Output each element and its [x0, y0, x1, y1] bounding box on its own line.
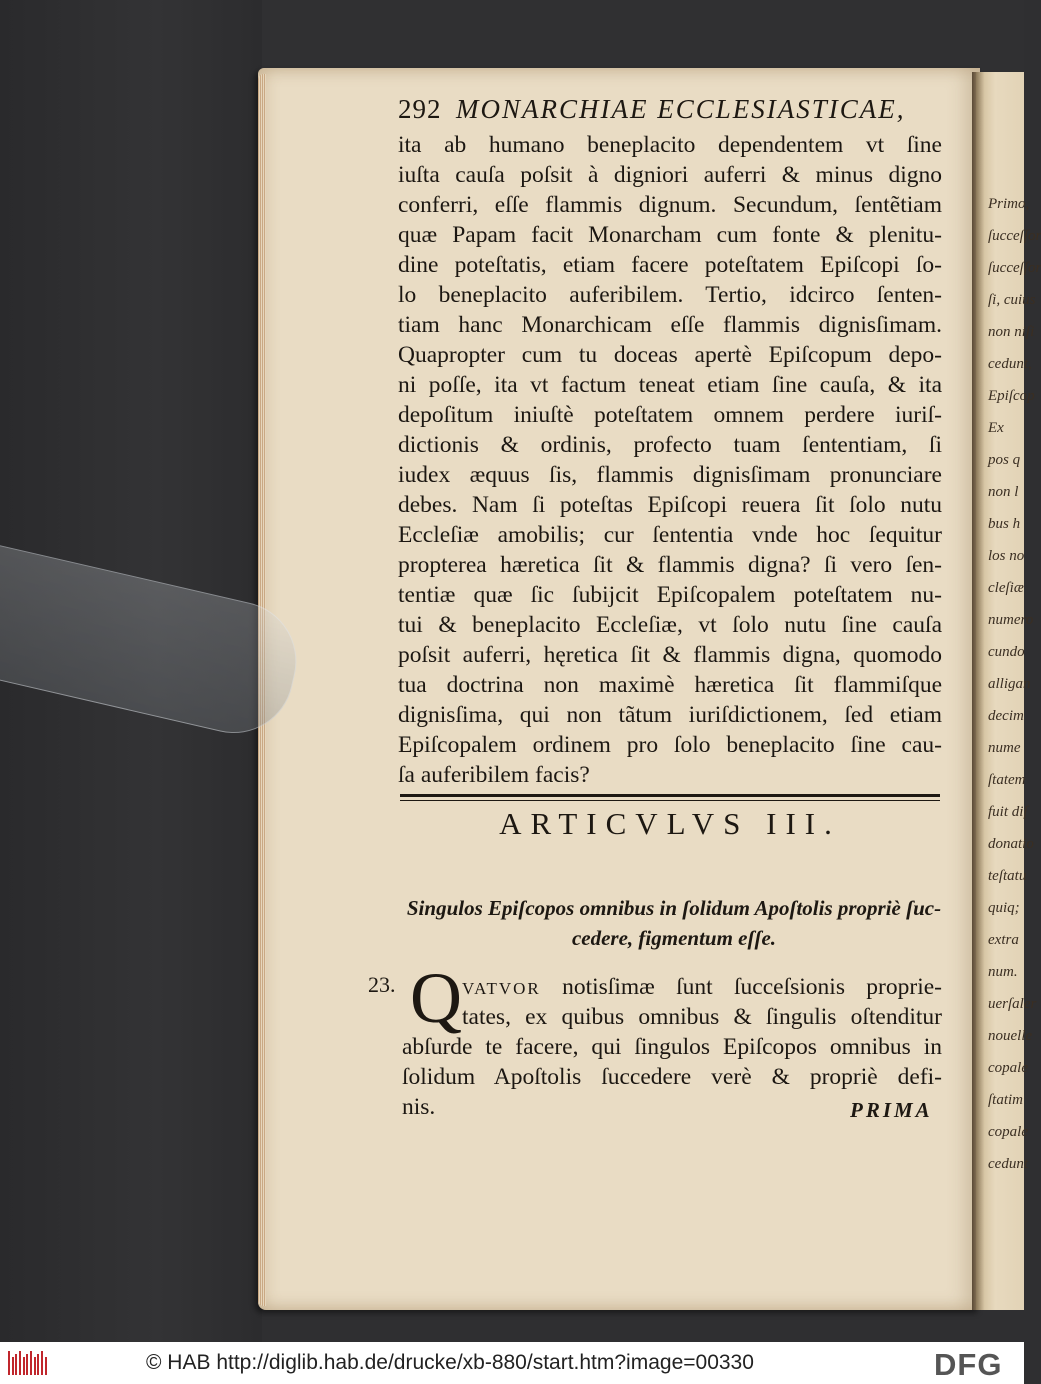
body-line: dine poteſtatis, etiam facere poteſtatem Epiſcopi ſo- — [398, 252, 942, 278]
body-line: conferri, eſſe flammis dignum. Secundum, ſentẽtiam — [398, 192, 942, 218]
body-line: tiam hanc Monarchicam eſſe flammis dignisſimam. — [398, 312, 942, 338]
body-line: lo beneplacito auferibilem. Tertio, idcirco ſenten- — [398, 282, 942, 308]
barcode-stripe — [26, 1354, 28, 1375]
dfg-logo: DFG — [934, 1347, 1003, 1382]
facing-page-line: alligan — [988, 676, 1031, 692]
barcode-stripe — [23, 1357, 25, 1375]
body-text — [398, 130, 942, 790]
facing-page-line: bus h — [988, 516, 1021, 532]
footer-bar — [0, 1342, 1024, 1384]
body-line: Quapropter cum tu doceas apertè Epiſcopum depo- — [398, 342, 942, 368]
body-line: tentiæ quæ ſic ſubijcit Epiſcopalem poteſtatem nu- — [398, 582, 942, 608]
article-subtitle — [402, 893, 946, 953]
facing-page-line: cedunt — [988, 1156, 1028, 1172]
barcode-stripe — [12, 1357, 14, 1375]
body-line: tui & beneplacito Eccleſiæ, vt ſolo nutu ſine cauſa — [398, 612, 942, 638]
paragraph-line — [402, 972, 942, 1002]
facing-page-line: fuit diſ — [988, 804, 1028, 820]
paragraph-line: tates, ex quibus omnibus & ſingulis oſtenditur — [462, 1004, 942, 1030]
barcode-stripe — [41, 1351, 43, 1375]
article-subtitle-line: Singulos Epiſcopos omnibus in ſolidum Apoſtolis propriè ſuc- — [406, 896, 942, 920]
body-line: ita ab humano beneplacito dependentem vt ſine — [398, 132, 942, 158]
paragraph-line: abſurde te facere, qui ſingulos Epiſcopos omnibus in — [402, 1034, 942, 1060]
body-line: iudex æquus ſis, flammis dignisſimam pronunciare — [398, 462, 942, 488]
catchword: PRIMA — [850, 1098, 933, 1122]
facing-page-line: copale — [988, 1124, 1028, 1140]
body-line: propterea hæretica ſit & flammis digna? ſi vero ſen- — [398, 552, 942, 578]
facing-page-line: cleſiæ — [988, 580, 1024, 596]
body-line: Eccleſiæ amobilis; cur ſententia vnde hoc ſequitur — [398, 522, 942, 548]
facing-page-line: donatio — [988, 836, 1034, 852]
section-rule — [400, 794, 940, 797]
facing-page-line: pos q — [988, 452, 1021, 468]
body-line: ni poſſe, ita vt factum teneat etiam ſine cauſa, & ita — [398, 372, 942, 398]
facing-page-line: Primo, — [988, 196, 1030, 212]
facing-page-line: numero — [988, 612, 1034, 628]
facing-page-line: quiq; — [988, 900, 1020, 916]
body-line: tua doctrina non maximè hæretica ſit flammiſque — [398, 672, 942, 698]
paragraph-line: nis. — [402, 1094, 436, 1120]
facing-page-line: teſtatu — [988, 868, 1027, 884]
barcode-stripe — [45, 1357, 47, 1375]
body-line: dignisſima, qui non tãtum iuriſdictionem, ſed etiam — [398, 702, 942, 728]
facing-page-fragment — [976, 72, 1041, 1310]
facing-page-line: copale — [988, 1060, 1028, 1076]
facing-page-line: Ex — [988, 420, 1004, 436]
facing-page-line: ſucceſſor — [988, 228, 1041, 244]
body-line: debes. Nam ſi poteſtas Epiſcopi reuera ſit ſolo nutu — [398, 492, 942, 518]
barcode-stripe — [19, 1351, 21, 1375]
body-line: dictionis & ordinis, profecto tuam ſententiam, ſi — [398, 432, 942, 458]
facing-page-line: ſtatem — [988, 772, 1026, 788]
facing-page-line: uerſaler — [988, 996, 1037, 1012]
facing-page-line: ſi, cuius — [988, 292, 1036, 308]
facing-page-line: non niſi — [988, 324, 1035, 340]
barcode-stripe — [15, 1354, 17, 1375]
facing-page-line: decim — [988, 708, 1024, 724]
paragraph-line-rest: notisſimæ ſunt ſucceſsionis proprie- — [540, 974, 942, 1000]
facing-page-line: nouelle — [988, 1028, 1033, 1044]
facing-page-line: los no — [988, 548, 1025, 564]
barcode-stripe — [34, 1357, 36, 1375]
footer-credit[interactable]: © HAB http://diglib.hab.de/drucke/xb-880/start.htm?image=00330 — [146, 1351, 754, 1374]
barcode-stripe — [30, 1351, 32, 1375]
barcode-stripe — [37, 1354, 39, 1375]
body-line: ſa auferibilem facis? — [398, 762, 590, 788]
body-line: iuſta cauſa poſsit à digniori auferri & minus digno — [398, 162, 942, 188]
article-subtitle-line: cedere, figmentum eſſe. — [571, 926, 777, 950]
paragraph-number: 23. — [368, 972, 396, 997]
small-caps-word: VATVOR — [462, 979, 541, 998]
paragraph-line: ſolidum Apoſtolis ſuccedere verè & propriè defi- — [402, 1064, 942, 1090]
running-title: MONARCHIAE ECCLESIASTICAE, — [456, 94, 906, 124]
facing-page-line: ſucceſſor — [988, 260, 1041, 276]
running-header — [398, 94, 938, 128]
body-line: quæ Papam facit Monarcham cum fonte & plenitu- — [398, 222, 942, 248]
facing-page-line: nume — [988, 740, 1021, 756]
facing-page-line: cedunt, — [988, 356, 1032, 372]
body-line: poſsit auferri, hęretica ſit & flammis digna, quomodo — [398, 642, 942, 668]
facing-page-line: cundo — [988, 644, 1025, 660]
body-line: depoſitum iniuſtè poteſtatem omnem perdere iuriſ- — [398, 402, 942, 428]
facing-page-line: num. — [988, 964, 1018, 980]
facing-page-line: ſtatim — [988, 1092, 1024, 1108]
section-rule-thin — [400, 800, 940, 801]
facing-page-line: extra — [988, 932, 1019, 948]
facing-page-line: non l — [988, 484, 1019, 500]
scan-background-top — [262, 0, 1024, 70]
barcode-stripe — [8, 1351, 10, 1375]
page-number: 292 — [398, 94, 442, 124]
barcode-logo — [8, 1351, 48, 1375]
drop-cap: Q — [410, 958, 462, 1038]
facing-page-line: Epiſcop — [988, 388, 1035, 404]
body-line: Epiſcopalem ordinem pro ſolo beneplacito ſine cau- — [398, 732, 942, 758]
article-title: ARTICVLVS III. — [499, 806, 841, 841]
